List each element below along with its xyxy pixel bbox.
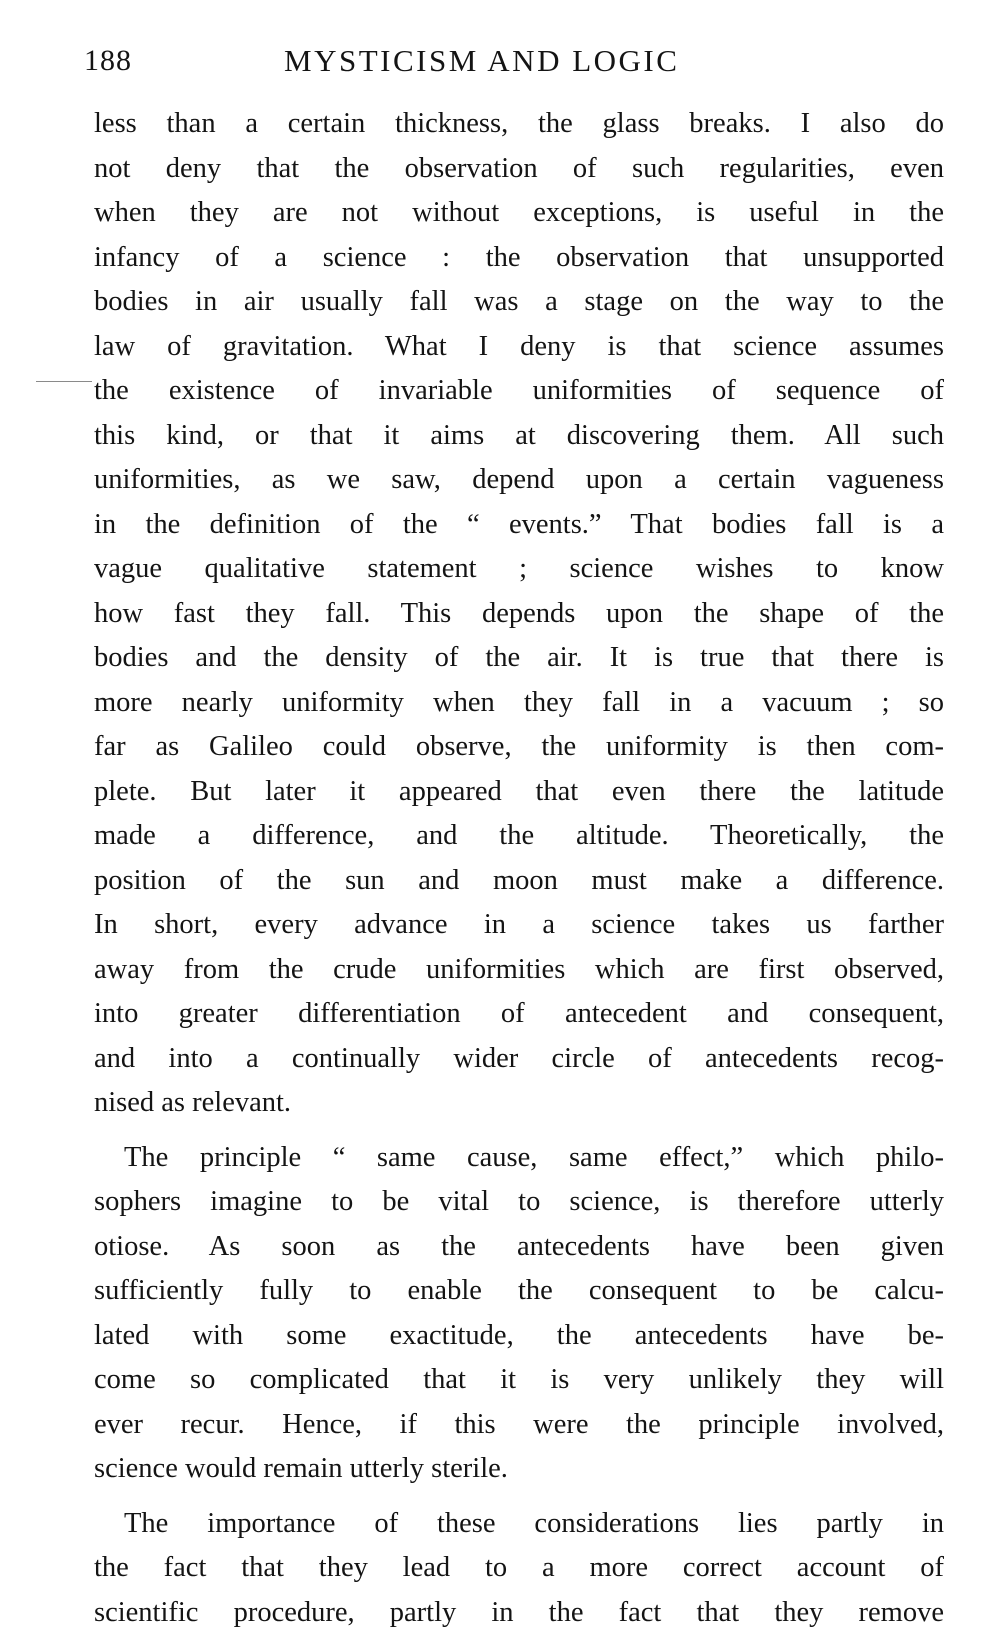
- paragraph: [94, 1136, 944, 1492]
- text-line: The principle “ same cause, same effect,” which philo-: [124, 1141, 944, 1173]
- text-line: vague qualitative statement ; science wishes to know: [94, 553, 944, 584]
- text-line: scientific procedure, partly in the fact that they remove: [94, 1596, 944, 1628]
- text-line: more nearly uniformity when they fall in a vacuum ; so: [94, 686, 944, 718]
- text-line: lated with some exactitude, the antecedents have be-: [94, 1319, 944, 1351]
- body-text: [94, 102, 944, 1635]
- text-line: in the definition of the “ events.” That bodies fall is a: [94, 508, 944, 540]
- running-title: MYSTICISM AND LOGIC: [284, 43, 680, 78]
- text-line: away from the crude uniformities which are first observed,: [94, 953, 944, 985]
- text-line: position of the sun and moon must make a difference.: [94, 864, 944, 896]
- text-line: and into a continually wider circle of antecedents recog-: [94, 1042, 944, 1074]
- text-line: bodies in air usually fall was a stage on the way to the: [94, 286, 944, 317]
- text-line: otiose. As soon as the antecedents have been given: [94, 1230, 944, 1262]
- text-line: sufficiently fully to enable the consequent to be calcu-: [94, 1275, 944, 1306]
- paragraph: [94, 102, 944, 1126]
- margin-pencil-mark: [36, 381, 92, 382]
- text-line: nised as relevant.: [94, 1087, 292, 1118]
- text-line: The importance of these considerations lies partly in: [124, 1507, 944, 1539]
- text-line: In short, every advance in a science takes us farther: [94, 909, 944, 940]
- text-line: law of gravitation. What I deny is that science assumes: [94, 330, 944, 362]
- text-line: made a difference, and the altitude. Theoretically, the: [94, 820, 944, 851]
- text-line: this kind, or that it aims at discovering them. All such: [94, 419, 944, 451]
- text-line: infancy of a science : the observation that unsupported: [94, 241, 944, 273]
- text-line: plete. But later it appeared that even there the latitude: [94, 775, 944, 807]
- text-line: science would remain utterly sterile.: [94, 1453, 508, 1484]
- text-line: how fast they fall. This depends upon the shape of the: [94, 597, 944, 629]
- running-head: [84, 38, 754, 84]
- text-line: when they are not without exceptions, is useful in the: [94, 197, 944, 228]
- text-line: sophers imagine to be vital to science, is therefore utterly: [94, 1186, 944, 1217]
- text-line: into greater differentiation of antecedent and consequent,: [94, 998, 944, 1029]
- paragraph: [94, 1502, 944, 1636]
- text-line: bodies and the density of the air. It is true that there is: [94, 642, 944, 673]
- text-line: come so complicated that it is very unlikely they will: [94, 1364, 944, 1395]
- text-line: not deny that the observation of such regularities, even: [94, 152, 944, 184]
- text-line: less than a certain thickness, the glass breaks. I also do: [94, 108, 944, 139]
- text-line: ever recur. Hence, if this were the principle involved,: [94, 1408, 944, 1440]
- page-number: 188: [84, 44, 132, 77]
- text-line: the fact that they lead to a more correct account of: [94, 1552, 944, 1583]
- text-line: far as Galileo could observe, the uniformity is then com-: [94, 731, 944, 762]
- text-line: the existence of invariable uniformities of sequence of: [94, 375, 944, 406]
- text-line: uniformities, as we saw, depend upon a certain vagueness: [94, 464, 944, 495]
